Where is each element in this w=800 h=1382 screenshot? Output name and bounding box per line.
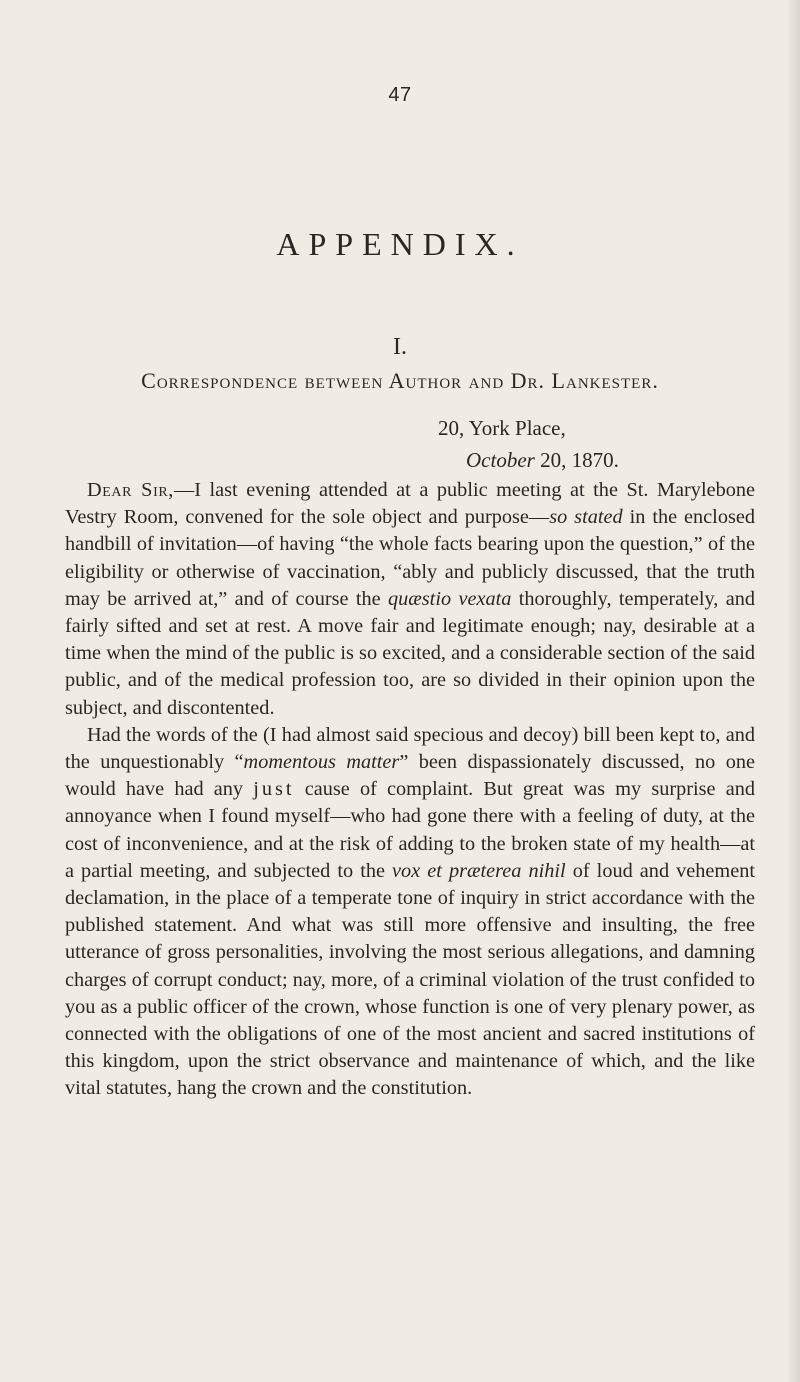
p1-emphasis-1: so stated [549, 506, 623, 529]
letter-address-block [438, 412, 619, 476]
appendix-title: APPENDIX. [276, 226, 524, 262]
p2-text-c: cause of complaint. But great was my surprise and annoyance when I found myself—who had gone there with a feeling of duty, at the cost of inconvenience, and at the risk of adding to the broken state of my health—at a partial meeting, and subjected to the [65, 778, 755, 882]
p1-text-b: in the enclosed handbill of invitation—of having “the whole facts bearing upon the question,” of the eligibility or otherwise of vaccination, “ably and publicly discussed, that the truth may be arrived at,” and of course the [65, 506, 755, 610]
letter-date [438, 444, 619, 476]
p2-text-a: Had the words of the (I had almost said specious and decoy) bill been kept to, and the unquestionably “ [65, 723, 755, 774]
date-rest: 20, 1870. [534, 448, 619, 472]
page-number: 47 [388, 84, 412, 106]
p1-text-a: —I last evening attended at a public meeting at the St. Marylebone Vestry Room, convened for the sole object and purpose— [65, 479, 755, 529]
p2-text-b: ” been dispassionately discussed, no one would have had any [65, 751, 755, 801]
paragraph-1 [65, 477, 755, 722]
p2-emphasis-1: momentous matter [243, 751, 400, 774]
p2-spaced-word: just [253, 778, 295, 801]
date-month: October [466, 448, 535, 472]
page-edge-shadow [786, 0, 800, 1382]
p2-emphasis-2: vox et præterea nihil [392, 859, 566, 882]
paragraph-2 [65, 722, 755, 1103]
p2-text-d: of loud and vehement declamation, in the place of a temperate tone of inquiry in strict accordance with the published statement. And what was still more offensive and insulting, the free utterance of gross personalities, involving the most serious allegations, and damning charges of corrupt conduct; nay, more, of a criminal violation of the trust confided to you as a public officer of the crown, whose function is one of very plenary power, as connected with the obligations of one of the most ancient and sacred institutions of this kingdom, upon the strict observance and maintenance of which, and the like vital statutes, hang the crown and the constitution. [65, 859, 755, 1100]
section-number: I. [393, 334, 407, 360]
salutation: Dear Sir, [87, 479, 174, 501]
p1-emphasis-2: quæstio vexata [387, 587, 512, 610]
letter-body [65, 477, 755, 1103]
section-heading: Correspondence between Author and Dr. Lankester. [141, 368, 659, 393]
address-line: 20, York Place, [438, 416, 566, 440]
p1-text-c: thoroughly, temperately, and fairly sifted and set at rest. A move fair and legitimate enough; nay, desirable at a time when the mind of the public is so excited, and a considerable section of the said public, and of the medical profession too, are so divided in their opinion upon the subject, and discontented. [65, 587, 755, 719]
